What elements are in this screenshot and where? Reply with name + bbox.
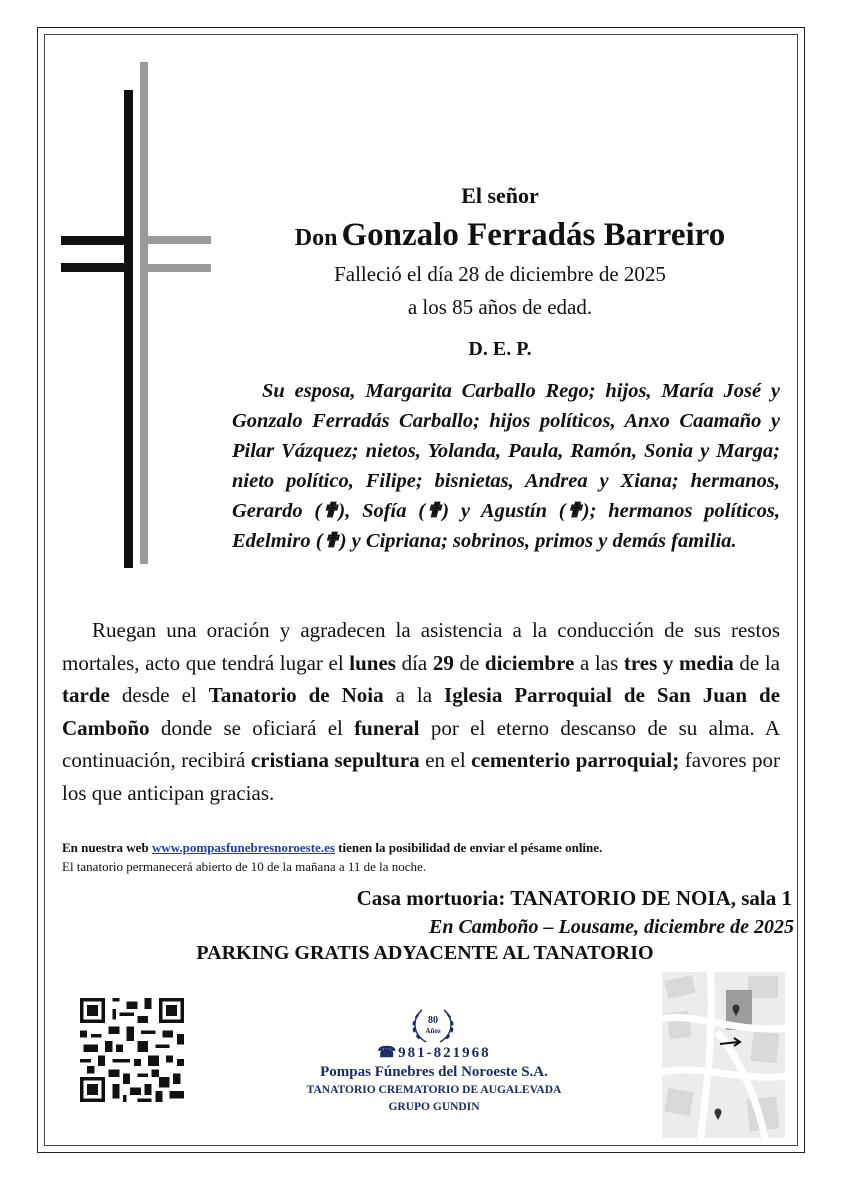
phone-number: ☎981-821968 (377, 1045, 491, 1061)
place-date: En Camboño – Lousame, diciembre de 2025 (429, 916, 794, 938)
phone-icon: ☎ (377, 1045, 399, 1061)
website-link[interactable]: www.pompasfunebresnoroeste.es (151, 840, 335, 855)
deceased-name-line (200, 217, 820, 254)
age-line: a los 85 años de edad. (407, 295, 593, 319)
ceremony-paragraph: Ruegan una oración y agradecen la asistencia a la conducción de sus restos mortales, acto que tendrá lugar el lunes día 29 de diciembre a las tres y media de la tarde desde el Tanatorio de Noia a la Iglesia Parroquial de San Juan de Camboño donde se oficiará el funeral por el eterno descanso de su alma. A continuación, recibirá cristiana sepultura en el cementerio parroquial; favores por los que anticipan gracias. (62, 618, 781, 805)
deceased-name: Gonzalo Ferradás Barreiro (341, 217, 726, 253)
title-prefix: El señor (461, 183, 539, 208)
family-paragraph: Su esposa, Margarita Carballo Rego; hijos, María José y Gonzalo Ferradás Carballo; hijos políticos, Anxo Caamaño y Pilar Vázquez; nietos, Yolanda, Paula, Ramón, Sonia y Marga; nieto político, Filipe; bisnietas, Andrea y Xiana; hermanos, Gerardo (✟), Sofía (✟) y Agustín (✟); hermanos políticos, Edelmiro (✟) y Cipriana; sobrinos, primos y demás familia. (232, 380, 780, 552)
logo-number: 80 (428, 1015, 438, 1026)
honorific: Don (294, 225, 338, 251)
crematorio-name: TANATORIO CREMATORIO DE AUGALEVADA (306, 1084, 562, 1096)
group-name: GRUPO GUNDIN (388, 1101, 480, 1113)
qr-code-icon[interactable] (80, 998, 184, 1102)
parking-notice: PARKING GRATIS ADYACENTE AL TANATORIO (196, 942, 654, 964)
opening-hours: El tanatorio permanecerá abierto de 10 de la mañana a 11 de la noche. (62, 859, 427, 874)
location-map[interactable] (662, 972, 785, 1138)
laurel-logo-icon (408, 1004, 458, 1046)
death-date: Falleció el día 28 de diciembre de 2025 (334, 262, 666, 286)
dep-text: D. E. P. (468, 338, 532, 360)
web-notice: En nuestra web www.pompasfunebresnoroeste.es tienen la posibilidad de enviar el pésame online. (62, 840, 603, 855)
mortuary-info: Casa mortuoria: TANATORIO DE NOIA, sala 1 (356, 886, 792, 910)
logo-word: Años (425, 1027, 441, 1035)
company-name: Pompas Fúnebres del Noroeste S.A. (320, 1064, 548, 1080)
